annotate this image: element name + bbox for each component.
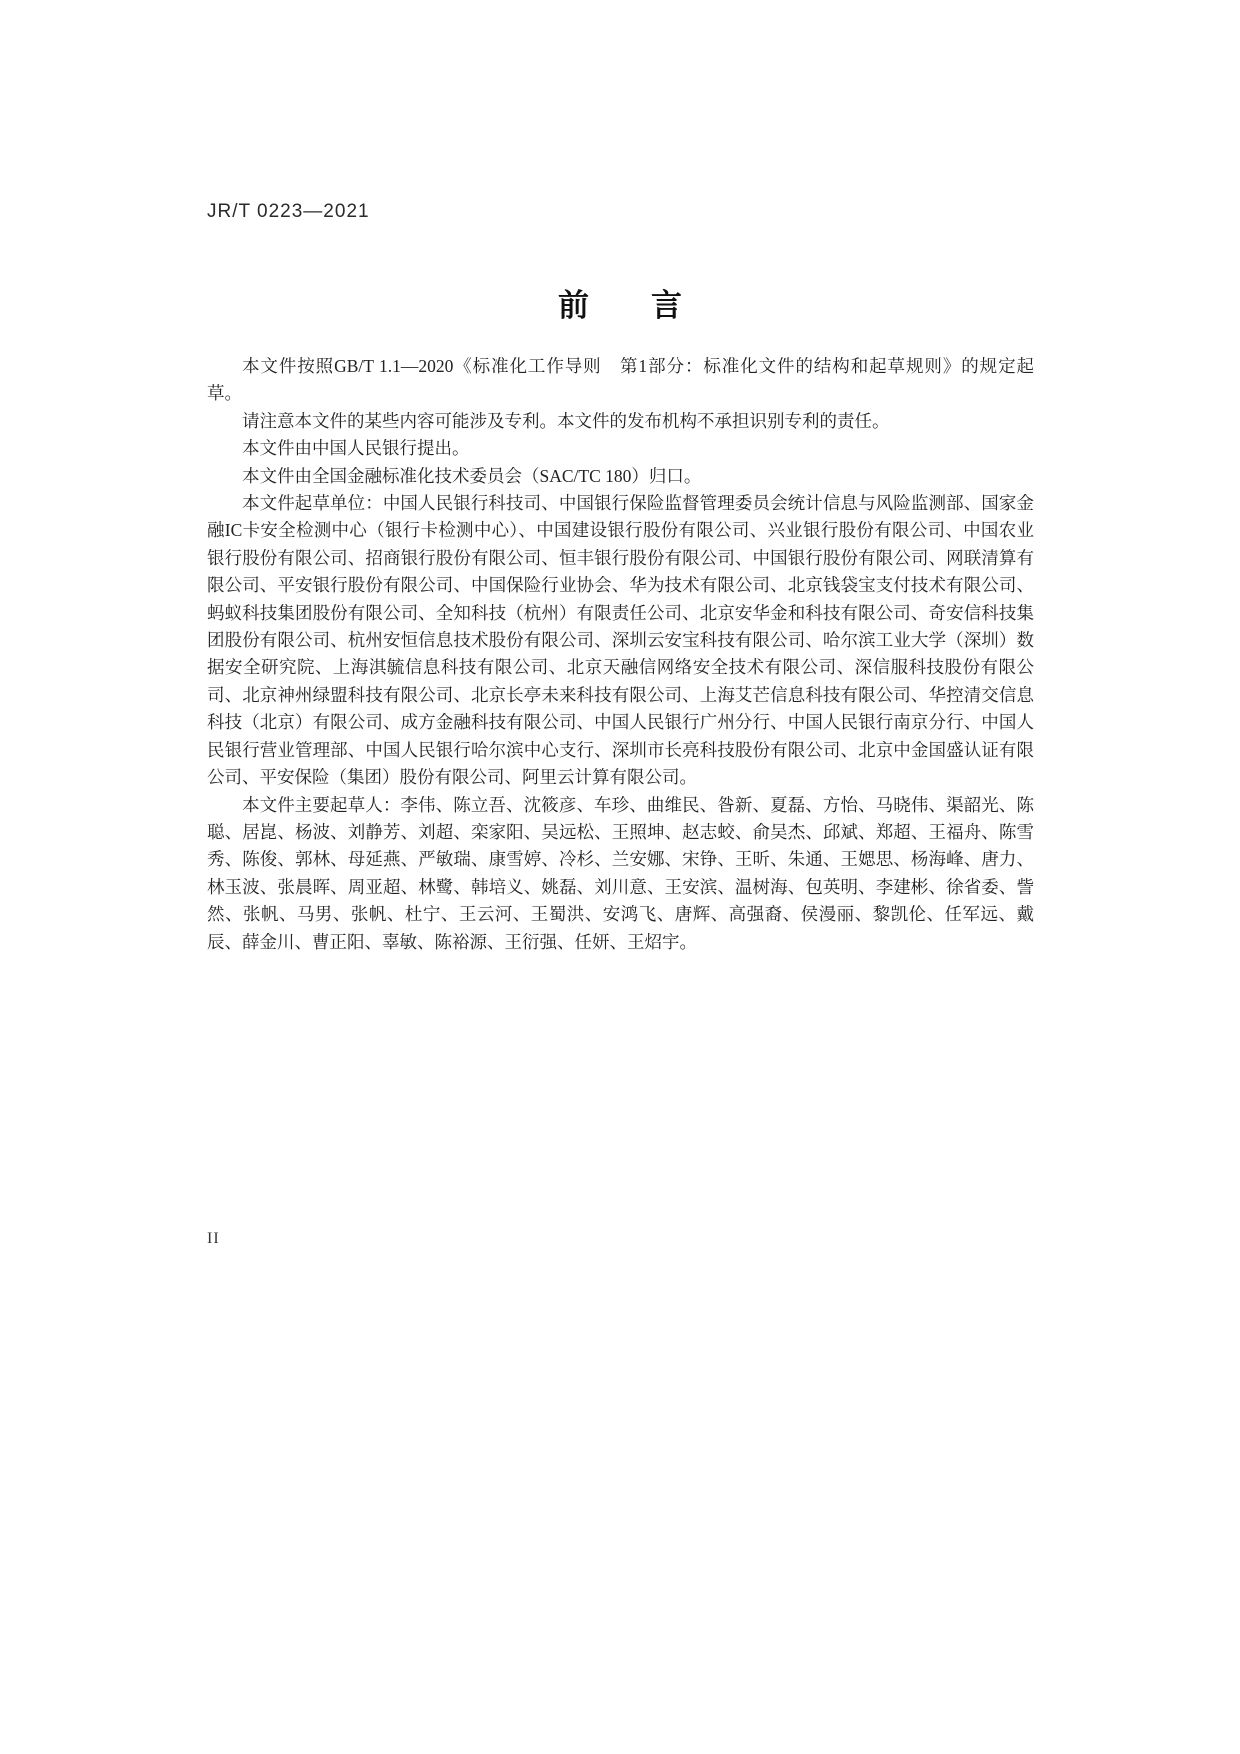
page-title: 前 言 [558,288,682,323]
foreword-paragraph-patent-notice: 请注意本文件的某些内容可能涉及专利。本文件的发布机构不承担识别专利的责任。 [242,410,890,431]
foreword-paragraph-proposed-by: 本文件由中国人民银行提出。 [242,438,470,459]
foreword-paragraph-drafting-basis: 本文件按照GB/T 1.1—2020《标准化工作导则 第1部分：标准化文件的结构和起草规则》的规定起草。 [207,356,1034,404]
foreword-paragraph-committee: 本文件由全国金融标准化技术委员会（SAC/TC 180）归口。 [242,465,702,486]
page-number: II [207,1230,220,1247]
foreword-content [207,353,1034,956]
document-code: JR/T 0223—2021 [207,201,370,222]
foreword-paragraph-drafting-organizations: 本文件起草单位：中国人民银行科技司、中国银行保险监督管理委员会统计信息与风险监测部、国家金融IC卡安全检测中心（银行卡检测中心）、中国建设银行股份有限公司、兴业银行股份有限公司、中国农业银行股份有限公司、招商银行股份有限公司、恒丰银行股份有限公司、中国银行股份有限公司、网联清算有限公司、平安银行股份有限公司、中国保险行业协会、华为技术有限公司、北京钱袋宝支付技术有限公司、蚂蚁科技集团股份有限公司、全知科技（杭州）有限责任公司、北京安华金和科技有限公司、奇安信科技集团股份有限公司、杭州安恒信息技术股份有限公司、深圳云安宝科技有限公司、哈尔滨工业大学（深圳）数据安全研究院、上海淇毓信息科技有限公司、北京天融信网络安全技术有限公司、深信服科技股份有限公司、北京神州绿盟科技有限公司、北京长亭未来科技有限公司、上海艾芒信息科技有限公司、华控清交信息科技（北京）有限公司、成方金融科技有限公司、中国人民银行广州分行、中国人民银行南京分行、中国人民银行营业管理部、中国人民银行哈尔滨中心支行、深圳市长亮科技股份有限公司、北京中金国盛认证有限公司、平安保险（集团）股份有限公司、阿里云计算有限公司。 [207,493,1034,788]
foreword-paragraph-main-drafters: 本文件主要起草人：李伟、陈立吾、沈筱彦、车珍、曲维民、昝新、夏磊、方怡、马晓伟、渠韶光、陈聪、居崑、杨波、刘静芳、刘超、栾家阳、吴远松、王照坤、赵志蛟、俞吴杰、邱斌、郑超、王福舟、陈雪秀、陈俊、郭林、母延燕、严敏瑞、康雪婷、冷杉、兰安娜、宋铮、王昕、朱通、王媤思、杨海峰、唐力、林玉波、张晨晖、周亚超、林鹭、韩培义、姚磊、刘川意、王安滨、温树海、包英明、李建彬、徐省委、訾然、张帆、马男、张帆、杜宁、王云河、王蜀洪、安鸿飞、唐辉、高强裔、侯漫丽、黎凯伦、任军远、戴辰、薛金川、曹正阳、辜敏、陈裕源、王衍强、任妍、王炤宇。 [207,794,1034,952]
